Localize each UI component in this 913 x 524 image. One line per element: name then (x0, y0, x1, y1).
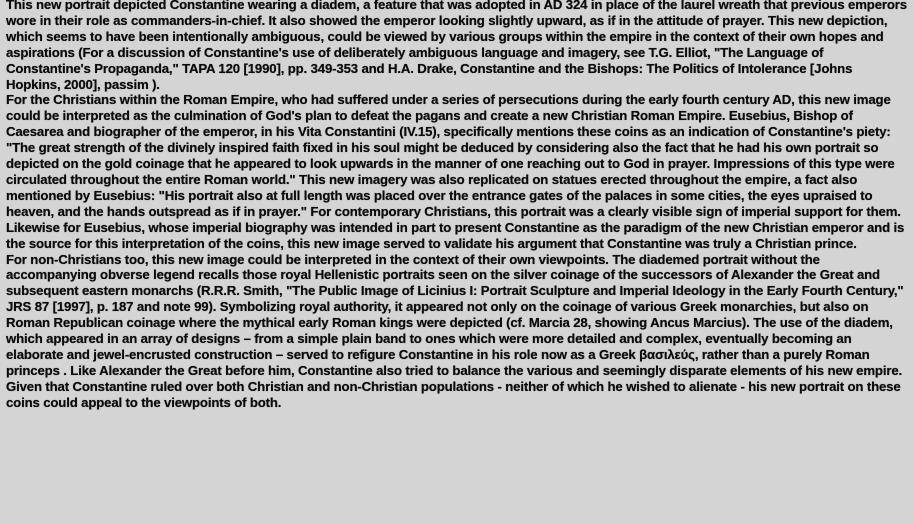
paragraph-portrait-description: This new portrait depicted Constantine wearing a diadem, a feature that was adopted in AD 324 in place of the laurel wreath that previous emperors wore in their role as commanders-in-chief. It also showed the emperor looking slightly upward, as if in the attitude of prayer. This new depiction, which seems to have been intentionally ambiguous, could be viewed by various groups within the empire in the context of their own hopes and aspirations (For a discussion of Constantine's use of deliberately ambiguous language and imagery, see T.G. Elliot, "The Language of Constantine's Propaganda," TAPA 120 [1990], pp. 349-353 and H.A. Drake, Constantine and the Bishops: The Politics of Intolerance [Johns Hopkins, 2000], passim ). (6, 0, 907, 92)
article-body (6, 0, 909, 411)
paragraph-christian-interpretation: For the Christians within the Roman Empire, who had suffered under a series of persecutions during the early fourth century AD, this new image could be interpreted as the culmination of God's plan to defeat the pagans and create a new Christian Roman Empire. Eusebius, Bishop of Caesarea and biographer of the emperor, in his Vita Constantini (IV.15), specifically mentions these coins as an indication of Constantine's piety: "The great strength of the divinely inspired faith fixed in his soul might be deduced by considering also the fact that he had his own portrait so depicted on the gold coinage that he appeared to look upwards in the manner of one reaching out to God in prayer. Impressions of this type were circulated throughout the entire Roman world." This new imagery was also replicated on statues erected throughout the empire, a fact also mentioned by Eusebius: "His portrait also at full length was placed over the entrance gates of the palaces in some cities, the eyes upraised to heaven, and the hands outspread as if in prayer." For contemporary Christians, this portrait was a clearly visible sign of imperial support for them. Likewise for Eusebius, whose imperial biography was intended in part to present Constantine as the paradigm of the new Christian emperor and is the source for this interpretation of the coins, this new image served to validate his argument that Constantine was truly a Christian prince. (6, 92, 905, 251)
paragraph-non-christian-interpretation: For non-Christians too, this new image could be interpreted in the context of their own viewpoints. The diademed portrait without the accompanying obverse legend recalls those royal Hellenistic portraits seen on the silver coinage of the successors of Alexander the Great and subsequent eastern monarchs (R.R.R. Smith, "The Public Image of Licinius I: Portrait Sculpture and Imperial Ideology in the Early Fourth Century," JRS 87 [1997], p. 187 and note 99). Symbolizing royal authority, it appeared not only on the coinage of various Greek monarchies, but also on Roman Republican coinage where the mythical early Roman kings were depicted (cf. Marcia 28, showing Ancus Marcius). The use of the diadem, which appeared in an array of designs – from a simple plain band to ones which were more detailed and complex, eventually becoming an elaborate and jewel-encrusted construction – served to refigure Constantine in his role now as a Greek βασιλεύς, rather than a purely Roman princeps . Like Alexander the Great before him, Constantine also tried to balance the various and seemingly disparate elements of his new empire. Given that Constantine ruled over both Christian and non-Christian populations - neither of which he wished to alienate - his new portrait on these coins could appeal to the viewpoints of both. (6, 251, 904, 410)
